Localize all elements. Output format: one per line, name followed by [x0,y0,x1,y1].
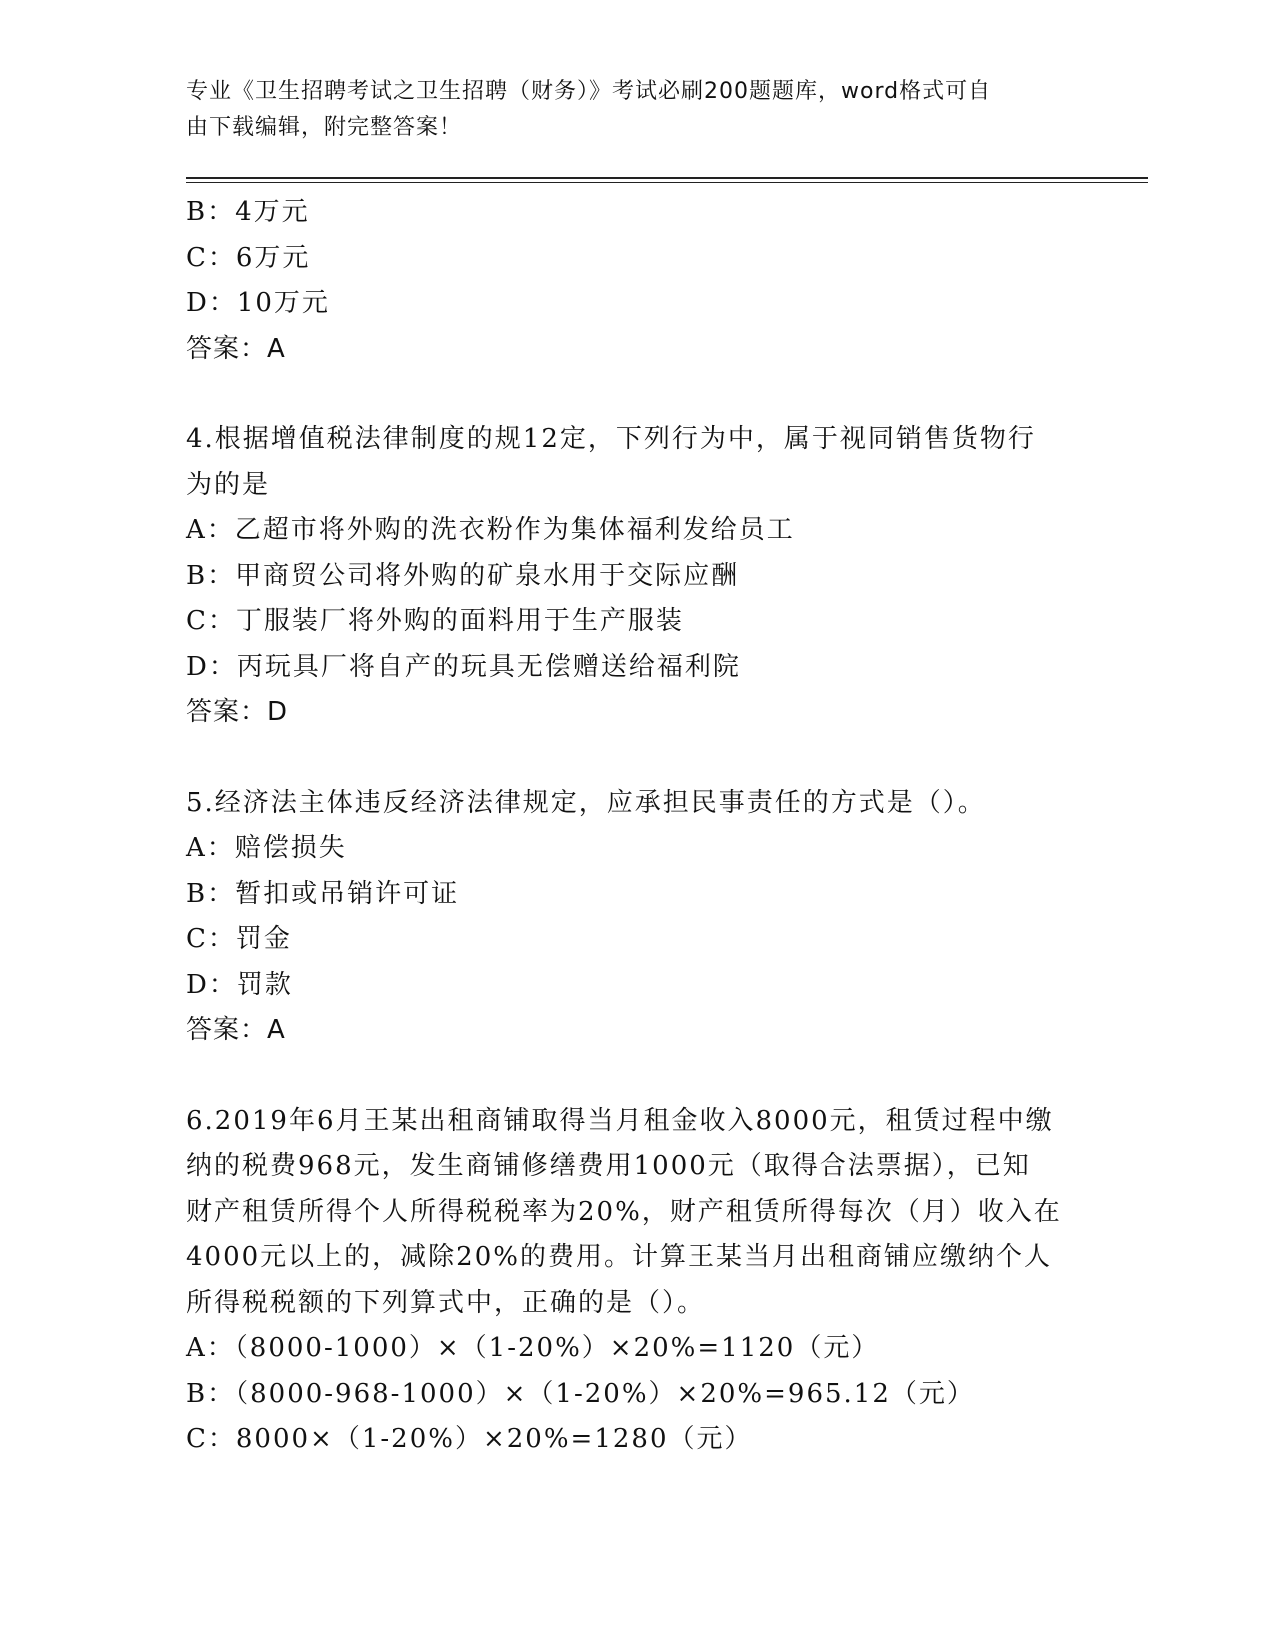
spacer [186,1054,1086,1099]
option-c: C：8000×（1-20%）×20%=1280（元） [186,1424,753,1454]
answer: 答案：A [186,1015,286,1045]
question-3 [186,190,1086,372]
option-c: C：罚金 [186,924,292,954]
option-b: B：4万元 [186,197,310,227]
document-body [186,190,1086,1463]
option-a: A：乙超市将外购的洗衣粉作为集体福利发给员工 [186,515,795,545]
question-6 [186,1099,1086,1463]
question-stem: 4.根据增值税法律制度的规12定，下列行为中，属于视同销售货物行 [186,424,1036,454]
option-c: C：丁服装厂将外购的面料用于生产服装 [186,606,684,636]
option-d: D：10万元 [186,288,330,318]
question-5 [186,781,1086,1054]
question-4 [186,417,1086,736]
question-stem: 5.经济法主体违反经济法律规定，应承担民事责任的方式是（）。 [186,787,986,818]
option-a: A：赔偿损失 [186,833,347,863]
header-divider-thin [186,182,1148,183]
question-stem: 纳的税费968元，发生商铺修缮费用1000元（取得合法票据），已知 [186,1151,1031,1181]
document-header [186,74,1066,146]
option-b: B：（8000-968-1000）×（1-20%）×20%=965.12（元） [186,1378,975,1409]
spacer [186,736,1086,781]
header-line-2: 由下载编辑，附完整答案！ [186,115,463,140]
option-d: D：丙玩具厂将自产的玩具无偿赠送给福利院 [186,651,741,682]
option-d: D：罚款 [186,969,293,1000]
question-stem: 所得税税额的下列算式中，正确的是（）。 [186,1287,706,1318]
header-divider-thick [186,177,1148,179]
header-line-1: 专业《卫生招聘考试之卫生招聘（财务）》考试必刷200题题库，word格式可自 [186,79,992,104]
option-a: A：（8000-1000）×（1-20%）×20%=1120（元） [186,1333,880,1363]
option-c: C：6万元 [186,242,311,273]
question-stem: 4000元以上的，减除20%的费用。计算王某当月出租商铺应缴纳个人 [186,1242,1052,1272]
question-stem: 为的是 [186,469,271,500]
option-b: B：甲商贸公司将外购的矿泉水用于交际应酬 [186,560,740,591]
answer: 答案：D [186,697,289,727]
question-stem: 6.2019年6月王某出租商铺取得当月租金收入8000元，租赁过程中缴 [186,1105,1054,1136]
spacer [186,372,1086,417]
question-stem: 财产租赁所得个人所得税税率为20%，财产租赁所得每次（月）收入在 [186,1196,1062,1227]
answer: 答案：A [186,333,286,364]
option-b: B：暂扣或吊销许可证 [186,878,460,909]
